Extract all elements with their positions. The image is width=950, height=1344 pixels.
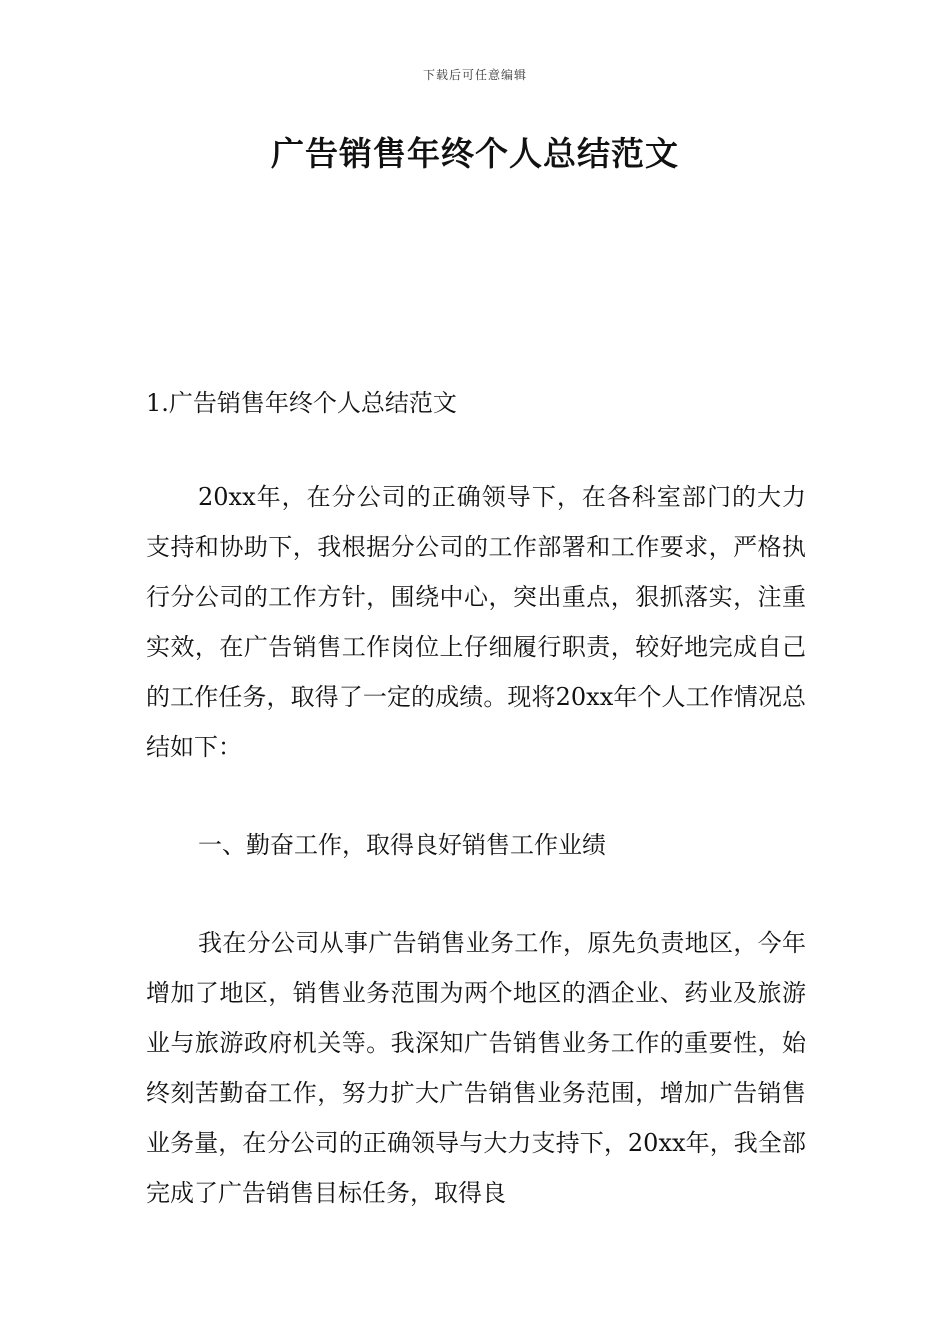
spacer — [146, 428, 806, 472]
document-title: 广告销售年终个人总结范文 — [271, 134, 679, 173]
document-body — [146, 378, 806, 1218]
spacer — [146, 870, 806, 918]
section-title: 1.广告销售年终个人总结范文 — [146, 389, 457, 417]
spacer — [146, 772, 806, 820]
paragraph-work: 我在分公司从事广告销售业务工作，原先负责地区，今年增加了地区，销售业务范围为两个地区的酒企业、药业及旅游业与旅游政府机关等。我深知广告销售业务工作的重要性，始终刻苦勤奋工作，努力扩大广告销售业务范围，增加广告销售业务量，在分公司的正确领导与大力支持下，20xx年，我全部完成了广告销售目标任务，取得良 — [146, 929, 806, 1207]
header-note: 下载后可任意编辑 — [422, 68, 527, 82]
subheading-1: 一、勤奋工作，取得良好销售工作业绩 — [198, 831, 606, 859]
paragraph-intro: 20xx年，在分公司的正确领导下，在各科室部门的大力支持和协助下，我根据分公司的工作部署和工作要求，严格执行分公司的工作方针，围绕中心，突出重点，狠抓落实，注重实效，在广告销售工作岗位上仔细履行职责，较好地完成自己的工作任务，取得了一定的成绩。现将20xx年个人工作情况总结如下： — [146, 483, 806, 761]
